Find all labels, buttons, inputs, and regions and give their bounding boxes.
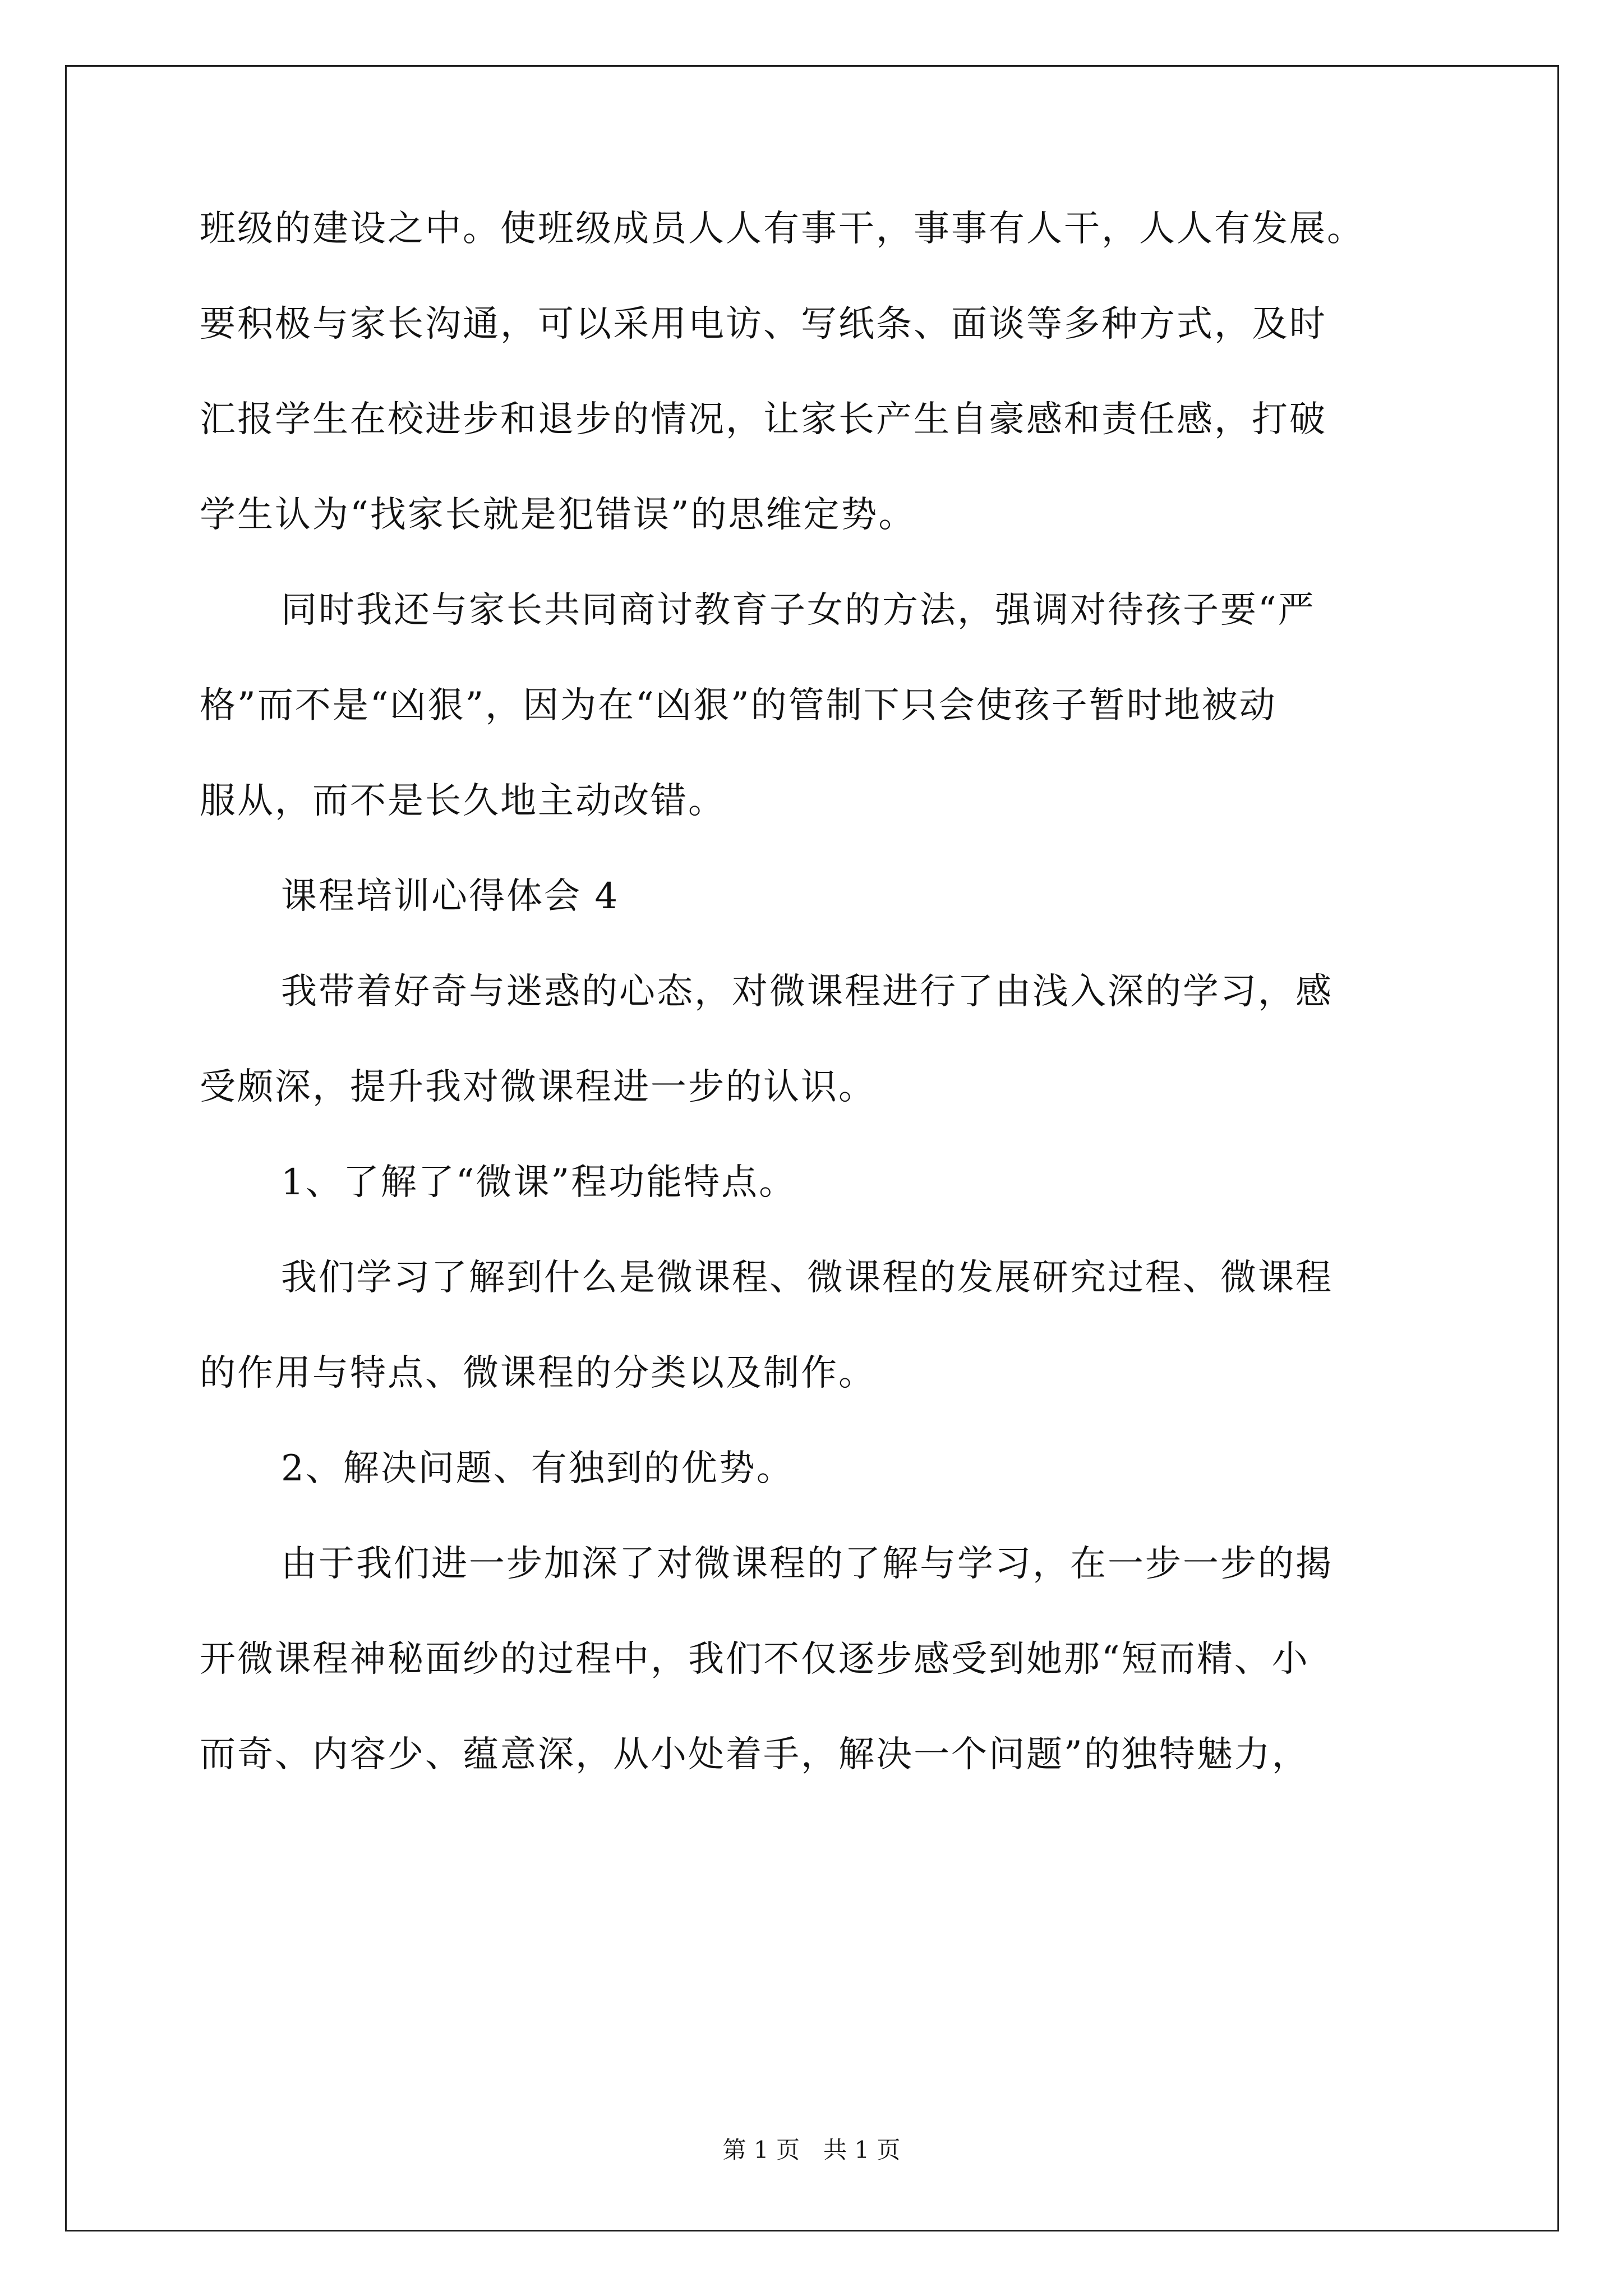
- text-line: 学生认为“找家长就是犯错误”的思维定势。: [200, 494, 916, 536]
- section-heading: 课程培训心得体会 4: [281, 876, 620, 917]
- text-line: 我们学习了解到什么是微课程、微课程的发展研究过程、微课程: [281, 1257, 1333, 1299]
- page-number-footer: 第 1 页 共 1 页: [722, 2136, 901, 2164]
- text-line: 的作用与特点、微课程的分类以及制作。: [200, 1352, 876, 1394]
- text-line: 同时我还与家长共同商讨教育子女的方法，强调对待孩子要“严: [281, 590, 1316, 631]
- text-line: 开微课程神秘面纱的过程中，我们不仅逐步感受到她那“短而精、小: [200, 1639, 1310, 1680]
- text-line: 服从，而不是长久地主动改错。: [200, 780, 726, 822]
- text-line: 我带着好奇与迷惑的心态，对微课程进行了由浅入深的学习，感: [281, 971, 1333, 1013]
- page-border: [65, 65, 1559, 2231]
- text-line: 班级的建设之中。使班级成员人人有事干，事事有人干，人人有发展。: [200, 208, 1364, 250]
- text-line: 汇报学生在校进步和退步的情况，让家长产生自豪感和责任感，打破: [200, 399, 1327, 440]
- text-line: 受颇深，提升我对微课程进一步的认识。: [200, 1066, 876, 1108]
- list-item-heading: 2、解决问题、有独到的优势。: [281, 1448, 794, 1489]
- text-line: 格”而不是“凶狠”，因为在“凶狠”的管制下只会使孩子暂时地被动: [200, 685, 1277, 726]
- list-item-heading: 1、了解了“微课”程功能特点。: [281, 1162, 797, 1203]
- text-line: 由于我们进一步加深了对微课程的了解与学习，在一步一步的揭: [281, 1543, 1333, 1585]
- text-line: 要积极与家长沟通，可以采用电访、写纸条、面谈等多种方式，及时: [200, 303, 1327, 345]
- text-line: 而奇、内容少、蕴意深，从小处着手，解决一个问题”的独特魅力，: [200, 1734, 1310, 1775]
